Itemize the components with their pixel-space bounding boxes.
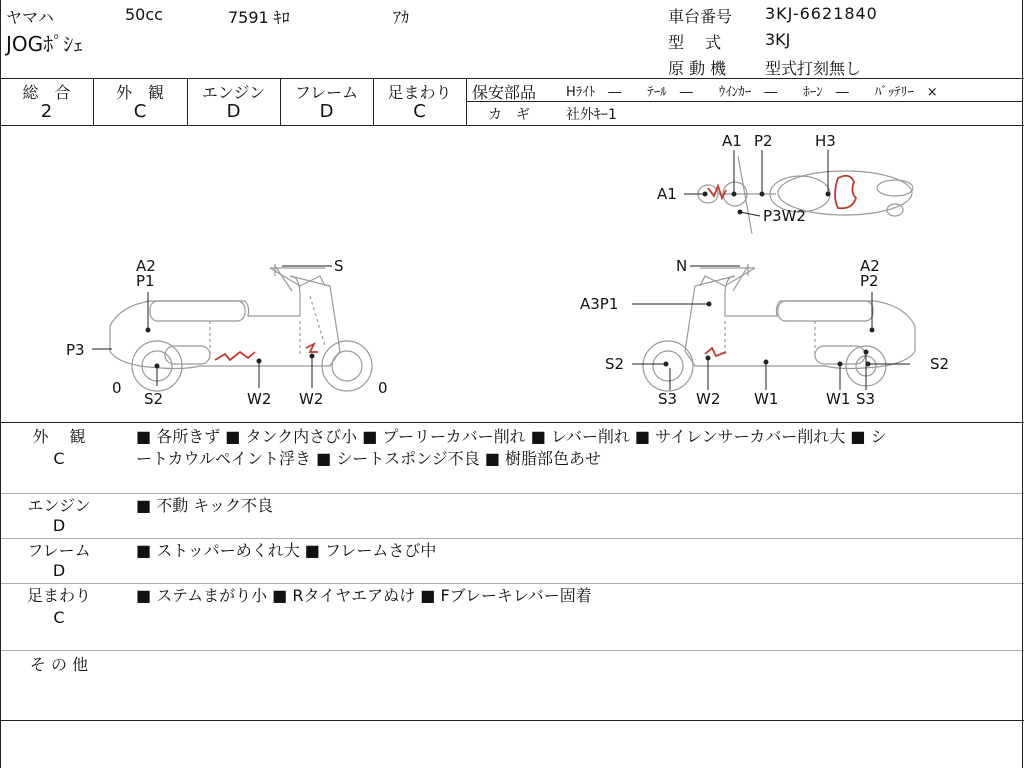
label-s-top: S [334,257,344,275]
color: ｱｶ [393,8,410,27]
label-s2-right-l: S2 [605,355,625,373]
mileage: 7591 ｷﾛ [228,8,290,27]
note-label-other: そ の 他 [29,655,89,674]
suspension-label: 足まわり [387,83,452,102]
label-n: N [676,257,688,275]
note-text-frame: ■ ストッパーめくれ大 ■ フレームさび中 [136,541,437,560]
note-label-frame: フレーム [27,541,91,560]
type-value: 3KJ [765,30,791,49]
safety-label: 保安部品 [472,83,537,102]
label-a1-top: A1 [722,132,742,150]
label-p2-right: P2 [860,272,879,290]
label-w2-left-a: W2 [247,390,272,408]
divider [0,78,1024,79]
key-value: 社外ｷｰ1 [566,107,617,123]
label-a3p1: A3P1 [580,295,619,313]
safety-items: Hﾗｲﾄ ― ﾃｰﾙ ― ｳｲﾝｶｰ ― ﾎｰﾝ ― ﾊﾞｯﾃﾘｰ × [566,85,938,100]
note-text-exterior-2: ートカウルペイント浮き ■ シートスポンジ不良 ■ 樹脂部色あせ [136,449,602,468]
divider [0,583,1024,584]
label-zero-right: 0 [378,379,388,397]
note-grade-frame: D [52,561,66,580]
maker: ヤマハ [6,8,54,27]
label-s3-right-l: S3 [658,390,678,408]
label-w1-right-a: W1 [754,390,779,408]
key-label: カ ギ [488,107,530,123]
label-s2-left: S2 [144,390,164,408]
note-grade-engine: D [52,516,66,535]
divider [466,101,1022,102]
note-label-suspension: 足まわり [26,586,91,605]
exterior-label: 外 観 [115,83,164,102]
divider [0,720,1024,721]
displacement: 50cc [125,5,163,24]
frame-no: 3KJ-6621840 [765,4,878,23]
label-s3-right-r: S3 [856,390,876,408]
label-h3: H3 [815,132,836,150]
label-p3-left: P3 [66,341,85,359]
suspension-score: C [413,101,426,122]
total-label: 総 合 [22,83,71,102]
label-a2-left: A2 [136,257,156,275]
label-zero-left: 0 [112,379,122,397]
note-text-suspension: ■ ステムまがり小 ■ Rタイヤエアぬけ ■ Fブレーキレバー固着 [136,586,592,605]
label-p3w2: P3W2 [763,207,806,225]
divider [0,650,1024,651]
label-w2-left-b: W2 [299,390,324,408]
divider [0,422,1024,423]
note-text-exterior-1: ■ 各所きず ■ タンク内さび小 ■ プーリーカバー削れ ■ レバー削れ ■ サイレンサーカバー削れ大 ■ シ [136,427,887,446]
label-a1-left: A1 [657,185,677,203]
note-grade-exterior: C [53,449,65,468]
divider [0,538,1024,539]
divider [0,493,1024,494]
note-grade-suspension: C [53,608,65,627]
note-text-engine: ■ 不動 キック不良 [136,496,273,515]
note-label-engine: エンジン [27,496,91,515]
label-w1-right-b: W1 [826,390,851,408]
type-label: 型 式 [668,33,722,52]
total-score: 2 [40,101,53,122]
frame-no-label: 車台番号 [668,7,733,26]
label-a2-right: A2 [860,257,880,275]
damage-diagram [0,126,1024,422]
exterior-score: C [133,101,147,122]
note-label-exterior: 外 観 [32,427,86,446]
engine-value: 型式打刻無し [765,59,862,78]
frame-score-label: フレーム [294,83,359,102]
label-p1-left: P1 [136,272,155,290]
label-p2-top: P2 [754,132,773,150]
frame-score: D [319,101,334,122]
model-name: JOGﾎﾟｼｪ [6,32,84,56]
label-s2-right-r: S2 [930,355,950,373]
label-w2-right: W2 [696,390,721,408]
engine-score: D [226,101,241,122]
engine-score-label: エンジン [201,83,266,102]
engine-label: 原 動 機 [668,59,727,78]
